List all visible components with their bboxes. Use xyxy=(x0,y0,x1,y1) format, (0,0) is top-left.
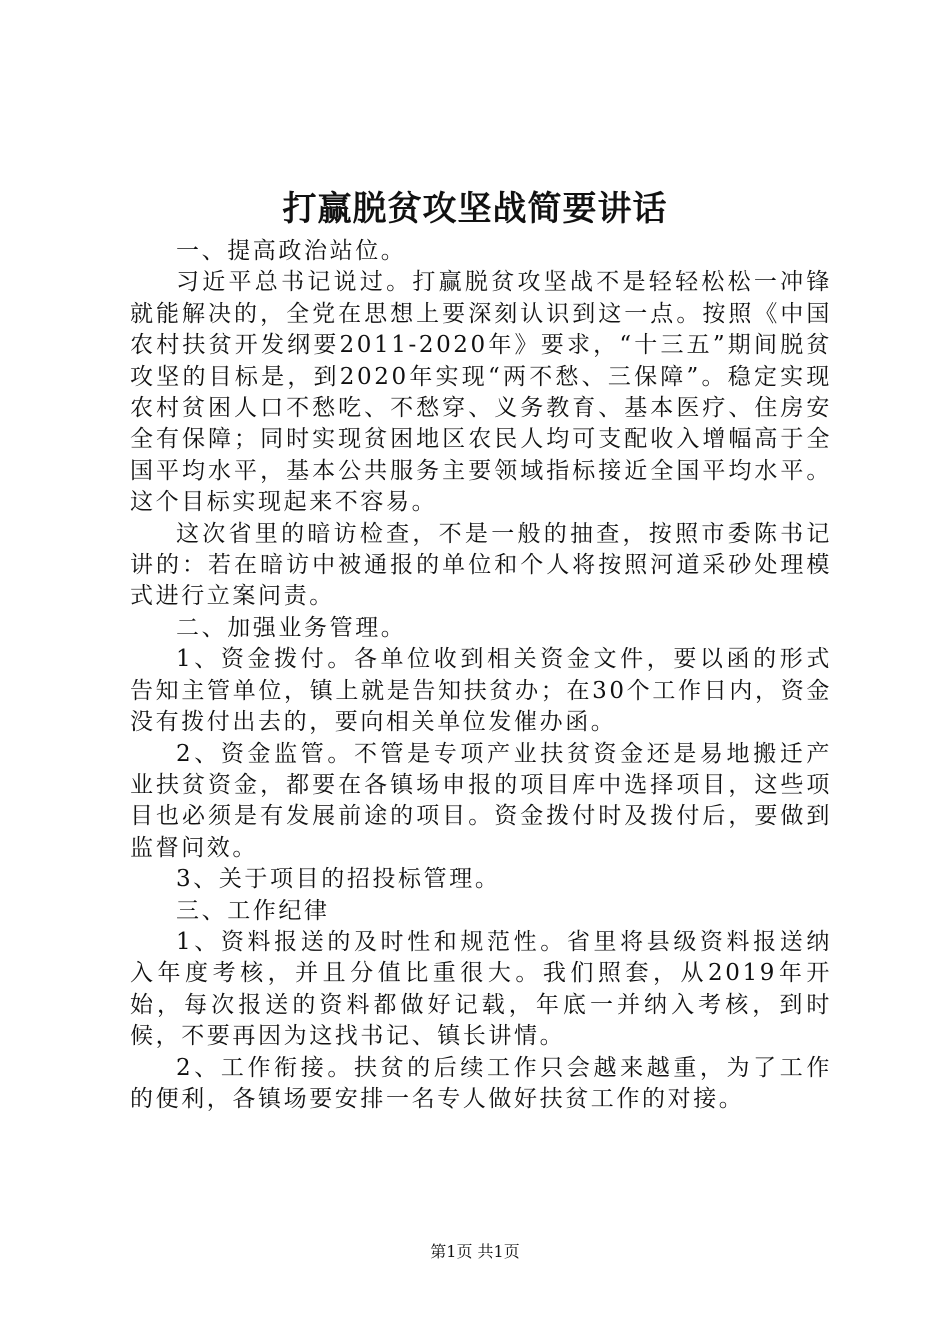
section-heading-2: 二、加强业务管理。 xyxy=(176,614,407,641)
page-footer: 第1页 共1页 xyxy=(430,1242,520,1261)
page-title: 打赢脱贫攻坚战简要讲话 xyxy=(282,189,668,229)
document-body xyxy=(130,236,832,1115)
paragraph: 这次省里的暗访检查，不是一般的抽查，按照市委陈书记讲的：若在暗访中被通报的单位和个人将按照河道采砂处理模式进行立案问责。 xyxy=(130,520,832,610)
paragraph: 1、资料报送的及时性和规范性。省里将县级资料报送纳入年度考核，并且分值比重很大。我们照套，从2019年开始，每次报送的资料都做好记载，年底一并纳入考核，到时候，不要再因为这找书记、镇长讲情。 xyxy=(130,928,832,1050)
section-heading-3: 三、工作纪律 xyxy=(176,897,330,924)
paragraph: 3、关于项目的招投标管理。 xyxy=(176,866,501,893)
paragraph: 1、资金拨付。各单位收到相关资金文件，要以函的形式告知主管单位，镇上就是告知扶贫办；在30个工作日内，资金没有拨付出去的，要向相关单位发催办函。 xyxy=(130,646,832,736)
section-heading-1: 一、提高政治站位。 xyxy=(176,238,407,264)
paragraph: 2、资金监管。不管是专项产业扶贫资金还是易地搬迁产业扶贫资金，都要在各镇场申报的项目库中选择项目，这些项目也必须是有发展前途的项目。资金拨付时及拨付后，要做到监督问效。 xyxy=(130,740,832,861)
paragraph: 2、工作衔接。扶贫的后续工作只会越来越重，为了工作的便利，各镇场要安排一名专人做好扶贫工作的对接。 xyxy=(130,1054,832,1112)
paragraph: 习近平总书记说过。打赢脱贫攻坚战不是轻轻松松一冲锋就能解决的，全党在思想上要深刻认识到这一点。按照《中国农村扶贫开发纲要2011-2020年》要求，“十三五”期间脱贫攻坚的目标是，到2020年实现“两不愁、三保障”。稳定实现农村贫困人口不愁吃、不愁穿、义务教育、基本医疗、住房安全有保障；同时实现贫困地区农民人均可支配收入增幅高于全国平均水平，基本公共服务主要领域指标接近全国平均水平。这个目标实现起来不容易。 xyxy=(130,269,832,516)
